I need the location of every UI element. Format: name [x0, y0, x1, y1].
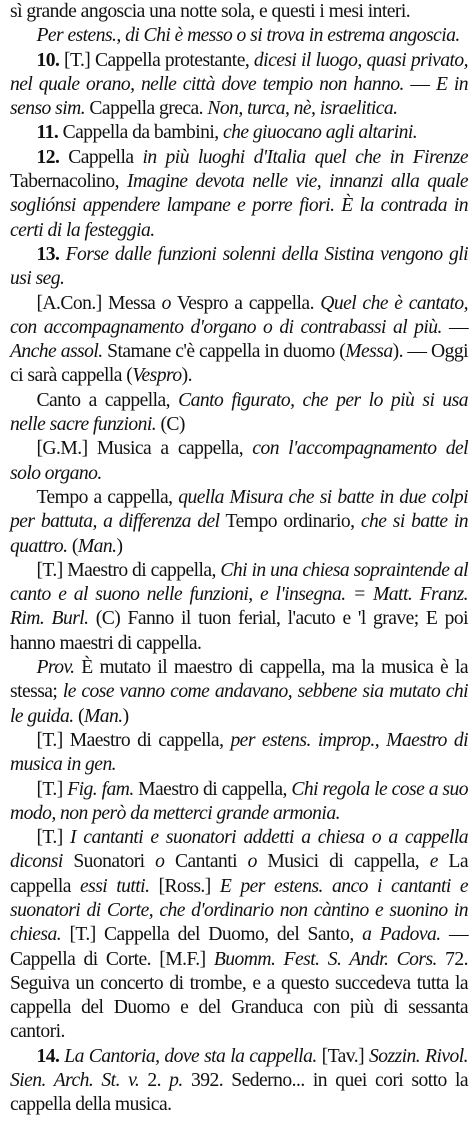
italic-text: I cantanti e suonatori addetti a chiesa o a cappella diconsi	[10, 827, 468, 873]
italic-text: a Padova.	[362, 924, 441, 946]
italic-text: con l'accompagnamento del solo organo.	[10, 438, 468, 484]
text-run: —	[403, 73, 436, 95]
text-run: Suonatori	[62, 851, 156, 873]
paragraph-canto-a-cappella	[10, 389, 468, 438]
text-run: [T.] Maestro di cappella,	[36, 559, 221, 581]
italic-text: Anche assol.	[10, 341, 103, 363]
italic-text: Non, turca, nè, israelitica.	[207, 98, 398, 120]
italic-text: che si batte in quattro.	[10, 511, 469, 557]
text-run: ). — Oggi ci sarà cappella (	[10, 341, 468, 387]
italic-text: Man.	[83, 705, 123, 727]
entry-number: 12.	[36, 146, 60, 168]
entry-12	[10, 146, 468, 243]
text-run: Tempo ordinario,	[219, 511, 361, 533]
text-run: La cappella	[10, 851, 468, 897]
italic-text: Man.	[77, 535, 117, 557]
italic-text: o	[161, 292, 171, 314]
italic-text: Per estens., di Chi è messo o si trova in estrema angoscia.	[36, 25, 460, 47]
italic-text: Prov.	[36, 657, 75, 679]
text-run: Cappella	[59, 146, 143, 168]
text-run: Maestro di cappella,	[133, 778, 292, 800]
paragraph-proverb	[10, 656, 468, 729]
text-run: Tabernacolino,	[10, 171, 127, 193]
text-run: [T.]	[36, 827, 71, 849]
italic-text: che giuocano agli altarini.	[222, 122, 418, 144]
paragraph-maestro-fig	[10, 778, 468, 827]
paragraph-angoscia-continuation	[10, 0, 468, 24]
text-run: )	[122, 705, 129, 727]
text-run: Stamane c'è cappella in duomo (	[102, 341, 346, 363]
text-run: 72. Seguiva un concerto di trombe, e a questo succedeva tutta la cappella del Duomo e del Granduca con più di sessanta cantori.	[10, 948, 468, 1043]
text-run: Vespro a cappella.	[170, 292, 321, 314]
text-run: [T.] Cappella del Duomo, del Santo,	[61, 924, 363, 946]
entry-14	[10, 1045, 468, 1118]
text-run: (	[67, 535, 78, 557]
text-run: 392. Sederno... in quei cori sotto la cappella della musica.	[10, 1070, 468, 1116]
paragraph-musica-a-cappella	[10, 437, 468, 486]
italic-text: Messa	[345, 341, 393, 363]
italic-text: Chi in una chiesa sopraintende al canto e al suono nelle funzioni, e l'insegna. = Matt. Franz. Rim. Burl.	[10, 559, 468, 630]
paragraph-maestro-estens	[10, 729, 468, 778]
paragraph-cantanti-suonatori	[10, 826, 468, 1045]
text-run: )	[116, 535, 123, 557]
italic-text: Vespro	[132, 365, 182, 387]
text-run: Cantanti	[164, 851, 248, 873]
italic-text: le cose vanno come andavano, sebbene sia mutato chi le guida.	[10, 681, 469, 727]
italic-text: Canto figurato, che per lo più si usa nelle sacre funzioni.	[10, 389, 468, 436]
text-run: [G.M.] Musica a cappella,	[36, 438, 253, 460]
text-run: ).	[181, 365, 192, 387]
italic-text: Chi regola le cose a suo modo, non però da metterci grande armonia.	[10, 778, 468, 824]
italic-text: o	[155, 851, 165, 873]
paragraph-maestro-di-cappella	[10, 559, 468, 656]
text-run: Musici di cappella,	[256, 851, 430, 873]
italic-text: per estens. improp., Maestro di musica in gen.	[10, 729, 468, 776]
italic-text: Imagine devota nelle vie, innanzi alla quale sogliónsi appendere lampane e porre fiori. È la contrada in certi di la festeggia.	[10, 171, 468, 241]
entry-11	[10, 121, 468, 145]
italic-text: E per estens. anco i cantanti e suonatori di Corte, che d'ordinario non càntino e suonino in chiesa.	[10, 875, 469, 946]
italic-text: La Cantoria, dove sta la cappella.	[64, 1045, 317, 1067]
entry-13	[10, 243, 468, 292]
text-run: — Cappella di Corte. [M.F.]	[10, 924, 468, 970]
text-run: [T.] Cappella protestante,	[59, 49, 254, 71]
text-run: 2.	[139, 1070, 170, 1092]
italic-text: essi tutti.	[79, 875, 150, 897]
text-run: Cappella greca.	[85, 98, 208, 120]
text-run: [T.]	[36, 778, 68, 800]
text-run: (	[73, 705, 84, 727]
text-run: [A.Con.] Messa	[36, 292, 162, 314]
text-run: [Tav.]	[316, 1045, 369, 1067]
entry-number: 13.	[36, 243, 60, 265]
text-run: Tempo a cappella,	[36, 486, 179, 508]
italic-text: in più luoghi d'Italia quel che in Firenze	[142, 146, 468, 168]
italic-text: e	[429, 851, 438, 873]
italic-text: p.	[169, 1070, 183, 1092]
entry-number: 10.	[36, 49, 60, 71]
text-run: —	[441, 316, 468, 338]
italic-text: Fig. fam.	[67, 778, 134, 800]
italic-text: Quel che è cantato, con accompagnamento d'organo o di contrabassi al più.	[10, 292, 468, 338]
paragraph-tempo-a-cappella	[10, 486, 468, 559]
text-run: È mutato il maestro di cappella, ma la musica è la stessa;	[10, 657, 468, 703]
italic-text: quella Misura che si batte in due colpi per battuta, a differenza del	[10, 486, 468, 533]
text-run: [T.] Maestro di cappella,	[36, 729, 231, 751]
text-run: (C) Fanno il tuon ferial, l'acuto e 'l grave; E poi hanno maestri di cappella.	[10, 608, 469, 654]
text-run: Canto a cappella,	[36, 389, 179, 411]
text-run: [Ross.]	[149, 875, 220, 897]
paragraph-per-estens	[10, 24, 468, 48]
text-run: Cappella da bambini,	[58, 122, 223, 144]
italic-text: E in senso sim.	[10, 73, 468, 120]
entry-number: 14.	[36, 1045, 60, 1067]
italic-text: dicesi il luogo, quasi privato, nel quale orano, nelle città dove tempio non hanno.	[10, 49, 468, 95]
text-run: sì grande angoscia una notte sola, e questi i mesi interi.	[10, 1, 411, 22]
italic-text: Sozzin. Rivol. Sien. Arch. St. v.	[10, 1045, 468, 1092]
entry-10	[10, 49, 468, 122]
entry-number: 11.	[36, 122, 59, 144]
paragraph-messa-a-cappella	[10, 292, 468, 389]
italic-text: Forse dalle funzioni solenni della Sistina vengono gli usi seg.	[10, 243, 468, 290]
italic-text: o	[247, 851, 257, 873]
italic-text: Buomm. Fest. S. Andr. Cors.	[213, 948, 437, 970]
text-run: (C)	[156, 414, 185, 436]
